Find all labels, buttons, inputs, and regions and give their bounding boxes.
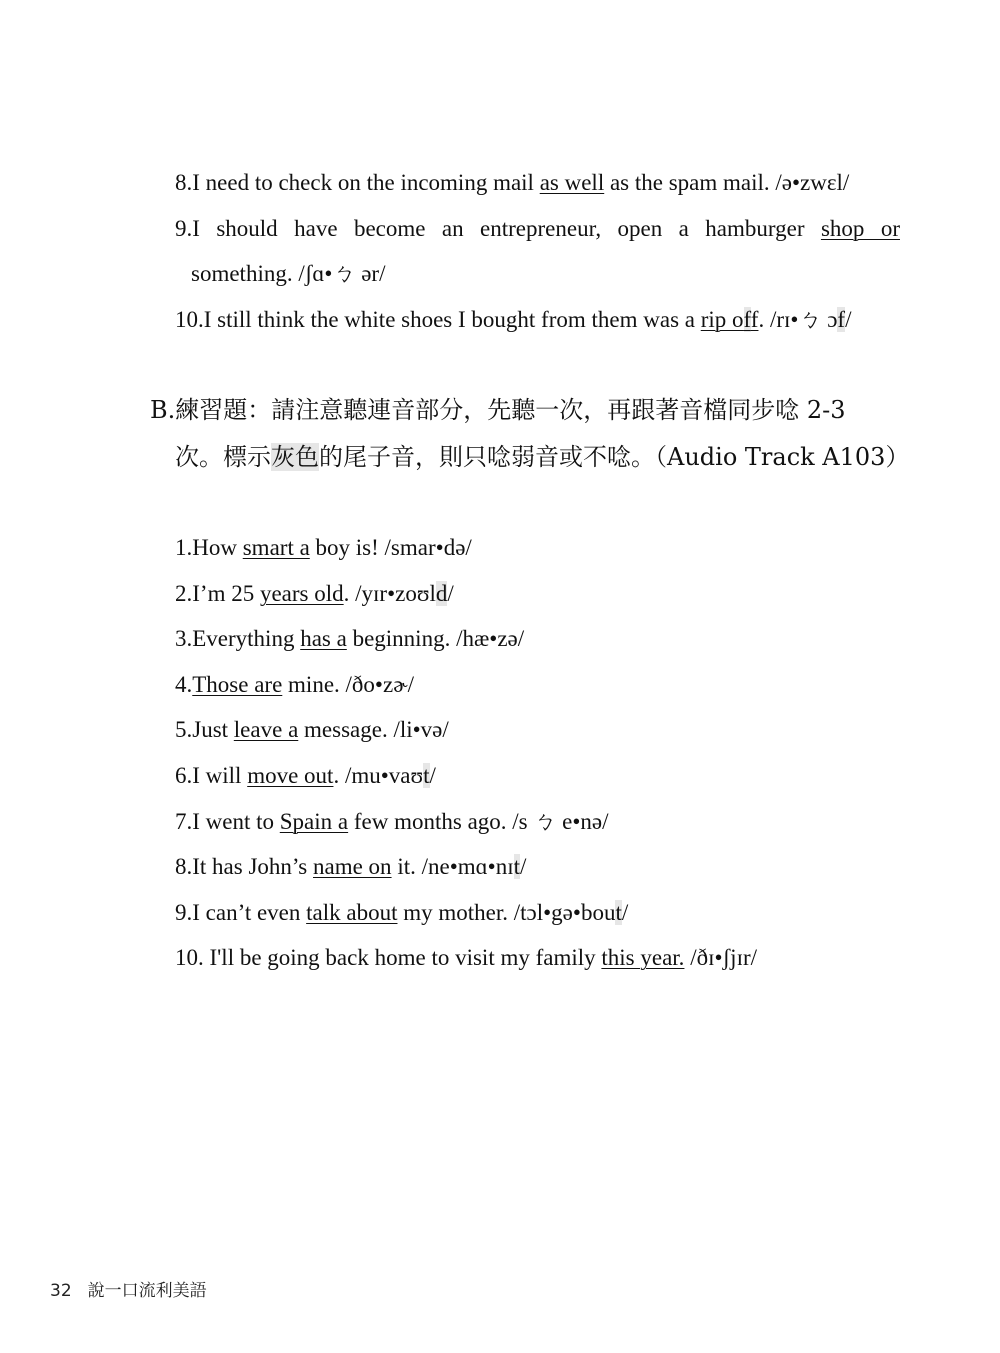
sentence-item-8: [175, 168, 849, 198]
phonetic-text: /: [621, 900, 629, 925]
gray-consonant: t: [513, 854, 520, 879]
sentence-text: something: [191, 261, 287, 286]
exercise-item: [175, 807, 609, 837]
sentence-text: 10.I still think the white shoes I bought from them was a: [175, 307, 701, 332]
phonetic-text: few months ago. /s ㄅ e•nə/: [348, 809, 609, 834]
sentence-text: 8.It has John’s: [175, 854, 313, 879]
phonetic-text: boy is! /smar•də/: [309, 535, 472, 560]
sentence-text: 7.I went to: [175, 809, 280, 834]
linking-phrase: years old: [259, 581, 344, 606]
phonetic-text: /: [447, 581, 454, 606]
gray-consonant: t: [615, 900, 622, 925]
linking-phrase: move out: [247, 763, 334, 788]
sentence-text: 3.Everything: [175, 626, 301, 651]
sentence-text: 4.: [175, 672, 193, 697]
sentence-item-9-line-1: [175, 214, 900, 244]
exercise-item: [175, 761, 436, 791]
sentence-text: 5.Just: [175, 717, 234, 742]
sentence-text: 9.I should have become an entrepreneur, open a hamburger: [175, 216, 821, 241]
exercise-item: [175, 898, 628, 928]
book-title: 說一口流利美語: [87, 1281, 207, 1301]
section-b-heading-line-2: 次。標示灰色的尾子音，則只唸弱音或不唸。（Audio Track A103）: [175, 443, 910, 471]
linking-phrase: has a: [300, 626, 347, 651]
phonetic-text: /: [520, 854, 527, 879]
phonetic-text: . /mu•vaʊ: [333, 763, 424, 788]
phonetic-text: mine. /ðo•zɚ/: [282, 672, 414, 697]
linking-phrase: rip off: [700, 307, 759, 332]
exercise-item: [175, 943, 757, 973]
linking-phrase: this year.: [601, 945, 685, 970]
linking-phrase: leave a: [233, 717, 299, 742]
phonetic-text: message. /li•və/: [298, 717, 449, 742]
exercise-item: [175, 624, 524, 654]
gray-consonant: t: [423, 763, 430, 788]
linking-phrase: name on: [313, 854, 392, 879]
gray-highlight-label: 灰色: [271, 443, 319, 471]
sentence-text: 10. I'll be going back home to visit my family: [175, 945, 602, 970]
linking-phrase: as well: [539, 170, 605, 195]
phonetic-text: it. /ne•mɑ•nɪ: [391, 854, 514, 879]
sentence-text: 8.I need to check on the incoming mail: [175, 170, 540, 195]
linking-phrase: Spain a: [279, 809, 349, 834]
phonetic-text: beginning. /hæ•zə/: [346, 626, 525, 651]
phonetic-text: . /ʃɑ•ㄅ ər/: [286, 261, 386, 286]
linking-phrase: shop or: [820, 216, 900, 241]
gray-consonant: f: [837, 307, 846, 332]
exercise-item: [175, 670, 414, 700]
gray-consonant: f: [743, 307, 751, 332]
sentence-text: 6.I will: [175, 763, 248, 788]
sentence-text: 2.I’m 25: [175, 581, 260, 606]
exercise-item: [175, 852, 526, 882]
linking-phrase: talk about: [306, 900, 398, 925]
phonetic-text: /: [429, 763, 436, 788]
phonetic-text: . /rɪ•ㄅ ɔ: [758, 307, 838, 332]
sentence-text: 9.I can’t even: [175, 900, 307, 925]
exercise-item: [175, 533, 472, 563]
gray-consonant: d: [435, 581, 448, 606]
page-footer: [50, 1280, 207, 1302]
phonetic-text: /ðɪ•ʃjɪr/: [684, 945, 758, 970]
phonetic-text: . /yɪr•zoʊl: [343, 581, 436, 606]
sentence-item-9-line-2: [191, 259, 385, 289]
section-b-heading-line-1: B.練習題：請注意聽連音部分，先聽一次，再跟著音檔同步唸 2-3: [150, 396, 846, 424]
sentence-text: 1.How: [175, 535, 243, 560]
linking-phrase: smart a: [242, 535, 310, 560]
page-number: 32: [50, 1281, 72, 1301]
linking-phrase: Those are: [192, 672, 283, 697]
phonetic-text: my mother. /tɔl•gə•bou: [397, 900, 616, 925]
exercise-item: [175, 579, 454, 609]
sentence-text: as the spam mail. /ə•zwɛl/: [604, 170, 850, 195]
sentence-item-10: 10.I still think the white shoes I bought from them was a rip off. /rɪ•ㄅ ɔf/: [175, 307, 852, 332]
exercise-item: [175, 715, 449, 745]
